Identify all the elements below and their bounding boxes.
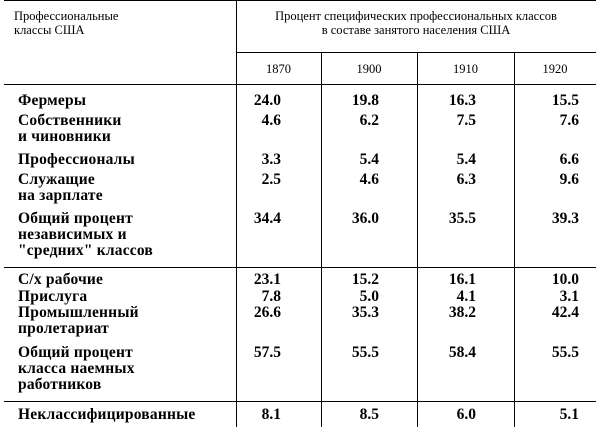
value-servants-1900: 5.0: [359, 288, 379, 305]
row-label-line: С/х рабочие: [18, 271, 104, 288]
spanner-header-line-2: в составе занятого населения США: [321, 23, 511, 37]
stub-header-line-2: классы США: [14, 23, 85, 37]
row-label-line: Профессионалы: [18, 151, 135, 168]
top-rule: [4, 0, 596, 1]
value-proletariat-1900: 35.3: [351, 304, 379, 321]
value-wage-total-1920: 55.5: [551, 344, 579, 361]
value-professionals-1900: 5.4: [359, 151, 379, 168]
value-owners-1870: 4.6: [261, 112, 281, 129]
row-label-servants: [18, 289, 87, 305]
row-label-line: Прислуга: [18, 288, 88, 305]
row-label-owners-officials: [18, 113, 122, 145]
header-bottom-rule: [4, 84, 596, 85]
value-servants-1870: 7.8: [261, 288, 281, 305]
value-professionals-1920: 6.6: [559, 151, 579, 168]
spanner-header-line-1: Процент специфических профессиональных классов: [275, 9, 557, 23]
value-salaried-1910: 6.3: [456, 171, 476, 188]
value-salaried-1920: 9.6: [559, 171, 579, 188]
row-label-line: Общий процент: [18, 210, 133, 227]
value-middle-total-1920: 39.3: [551, 210, 579, 227]
value-farmers-1870: 24.0: [253, 92, 281, 109]
value-unclassified-1900: 8.5: [359, 406, 379, 423]
value-servants-1910: 4.1: [456, 288, 476, 305]
row-label-line: "средних" классов: [18, 242, 153, 259]
value-middle-total-1900: 36.0: [351, 210, 379, 227]
row-label-total-middle-classes: [18, 211, 153, 259]
value-middle-total-1870: 34.4: [253, 210, 281, 227]
row-label-line: Фермеры: [18, 92, 87, 109]
value-servants-1920: 3.1: [559, 288, 579, 305]
value-wage-total-1910: 58.4: [448, 344, 476, 361]
year-header-1920: 1920: [542, 62, 568, 76]
value-farm-laborers-1900: 15.2: [351, 271, 379, 288]
value-middle-total-1910: 35.5: [448, 210, 476, 227]
year-header-1910: 1910: [453, 62, 478, 76]
value-farm-laborers-1920: 10.0: [551, 271, 579, 288]
value-professionals-1910: 5.4: [456, 151, 476, 168]
value-farm-laborers-1870: 23.1: [253, 271, 281, 288]
row-label-line: Служащие: [18, 171, 95, 188]
value-proletariat-1910: 38.2: [448, 304, 476, 321]
value-unclassified-1870: 8.1: [261, 406, 281, 423]
value-farmers-1910: 16.3: [448, 92, 476, 109]
row-label-line: и чиновники: [18, 128, 112, 145]
row-label-unclassified: [18, 407, 195, 423]
occupational-classes-table: [4, 0, 596, 427]
column-divider-1900: [321, 52, 322, 427]
row-label-farmers: [18, 93, 86, 109]
unclassified-divider-rule: [4, 401, 596, 402]
column-divider-1920: [514, 52, 515, 427]
value-unclassified-1910: 6.0: [456, 406, 476, 423]
row-label-line: независимых и: [18, 226, 127, 243]
row-label-line: работников: [18, 376, 102, 393]
row-label-farm-laborers: [18, 272, 103, 288]
value-salaried-1870: 2.5: [261, 171, 281, 188]
value-farm-laborers-1910: 16.1: [448, 271, 476, 288]
row-label-salaried-employees: [18, 172, 103, 204]
value-farmers-1920: 15.5: [551, 92, 579, 109]
value-owners-1920: 7.6: [559, 112, 579, 129]
row-label-line: Общий процент: [18, 344, 133, 361]
row-label-professionals: [18, 152, 135, 168]
row-label-industrial-proletariat: [18, 305, 139, 337]
value-farmers-1900: 19.8: [351, 92, 379, 109]
row-label-line: класса наемных: [18, 360, 135, 377]
stub-header-line-1: Профессиональные: [14, 9, 119, 23]
year-header-rule: [236, 52, 596, 53]
row-label-line: пролетариат: [18, 320, 109, 337]
value-owners-1900: 6.2: [359, 112, 379, 129]
value-proletariat-1870: 26.6: [253, 304, 281, 321]
row-label-total-wage-workers: [18, 345, 135, 393]
year-header-1870: 1870: [266, 62, 291, 76]
value-professionals-1870: 3.3: [261, 151, 281, 168]
group-divider-rule: [4, 267, 596, 268]
value-wage-total-1870: 57.5: [253, 344, 281, 361]
value-unclassified-1920: 5.1: [559, 406, 579, 423]
value-salaried-1900: 4.6: [359, 171, 379, 188]
row-label-line: Неклассифицированные: [18, 406, 196, 423]
value-owners-1910: 7.5: [456, 112, 476, 129]
row-label-line: Промышленный: [18, 304, 139, 321]
row-label-line: Собственники: [18, 112, 122, 129]
value-wage-total-1900: 55.5: [351, 344, 379, 361]
row-label-line: на зарплате: [18, 187, 103, 204]
column-divider-1910: [417, 52, 418, 427]
year-header-1900: 1900: [356, 62, 382, 76]
spanner-header: [236, 9, 596, 37]
value-proletariat-1920: 42.4: [551, 304, 579, 321]
stub-header: [14, 9, 118, 37]
